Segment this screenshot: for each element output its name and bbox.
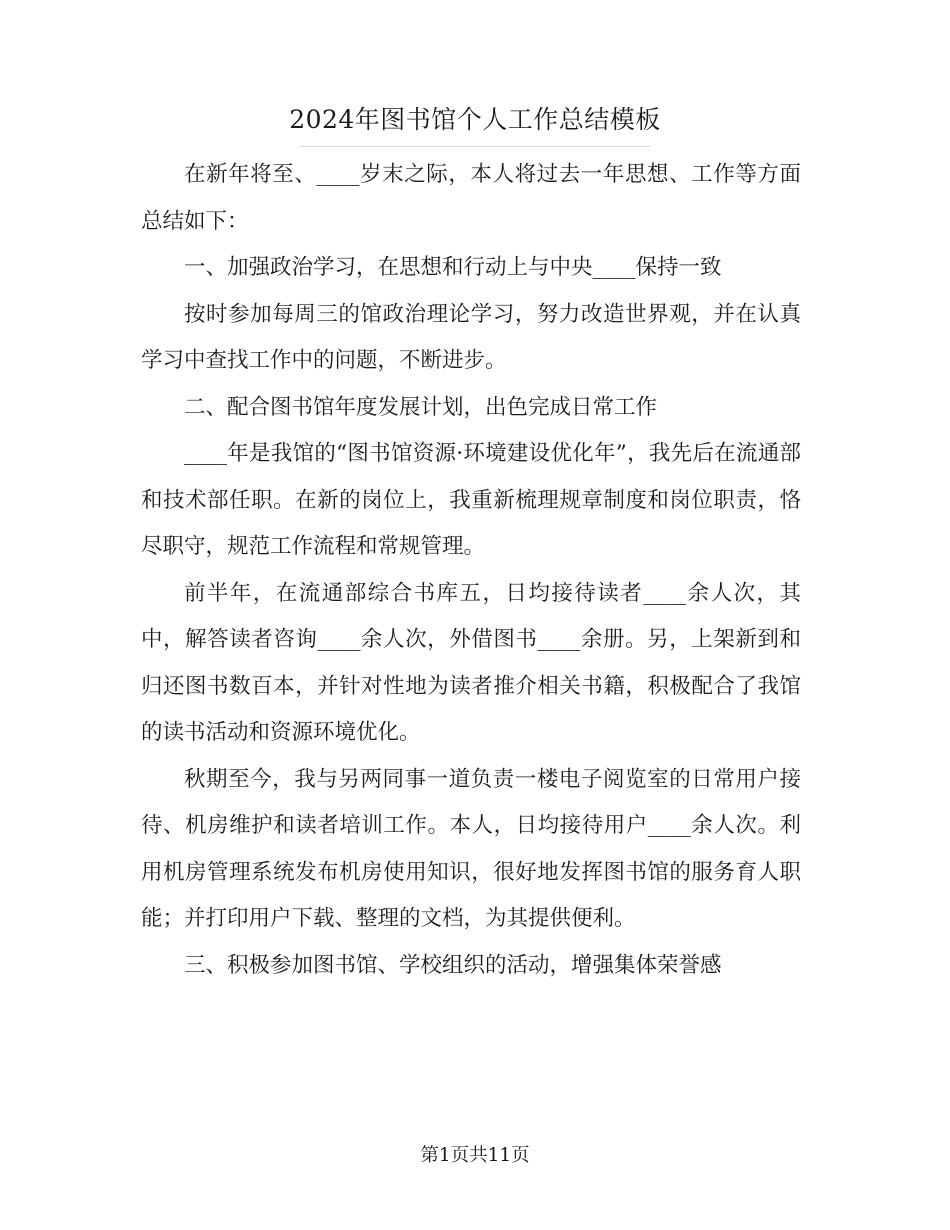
page-number-footer: 第1页共11页 [420, 1145, 530, 1166]
paragraph-positions: ____年是我馆的“图书馆资源·环境建设优化年”，我先后在流通部和技术部任职。在新的岗位上，我重新梳理规章制度和岗位职责，恪尽职守，规范工作流程和常规管理。 [141, 441, 801, 559]
paragraph-first-half: 前半年，在流通部综合书库五，日均接待读者____余人次，其中，解答读者咨询____余人次，外借图书____余册。另，上架新到和归还图书数百本，并针对性地为读者推介相关书籍，积极配合了我馆的读书活动和资源环境优化。 [141, 580, 801, 745]
section-heading-2: 二、配合图书馆年度发展计划，出色完成日常工作 [184, 394, 658, 420]
document-title: 2024年图书馆个人工作总结模板 [289, 105, 661, 134]
paragraph-intro: 在新年将至、____岁末之际，本人将过去一年思想、工作等方面总结如下： [141, 162, 801, 234]
section-heading-1: 一、加强政治学习，在思想和行动上与中央____保持一致 [184, 255, 722, 280]
section-heading-3: 三、积极参加图书馆、学校组织的活动，增强集体荣誉感 [184, 952, 722, 978]
document-body [141, 152, 801, 989]
paragraph-political-study: 按时参加每周三的馆政治理论学习，努力改造世界观，并在认真学习中查找工作中的问题，不断进步。 [141, 301, 801, 373]
title-underline [300, 146, 650, 147]
paragraph-autumn: 秋期至今，我与另两同事一道负责一楼电子阅览室的日常用户接待、机房维护和读者培训工作。本人，日均接待用户____余人次。利用机房管理系统发布机房使用知识，很好地发挥图书馆的服务育人职能；并打印用户下载、整理的文档，为其提供便利。 [141, 766, 801, 931]
